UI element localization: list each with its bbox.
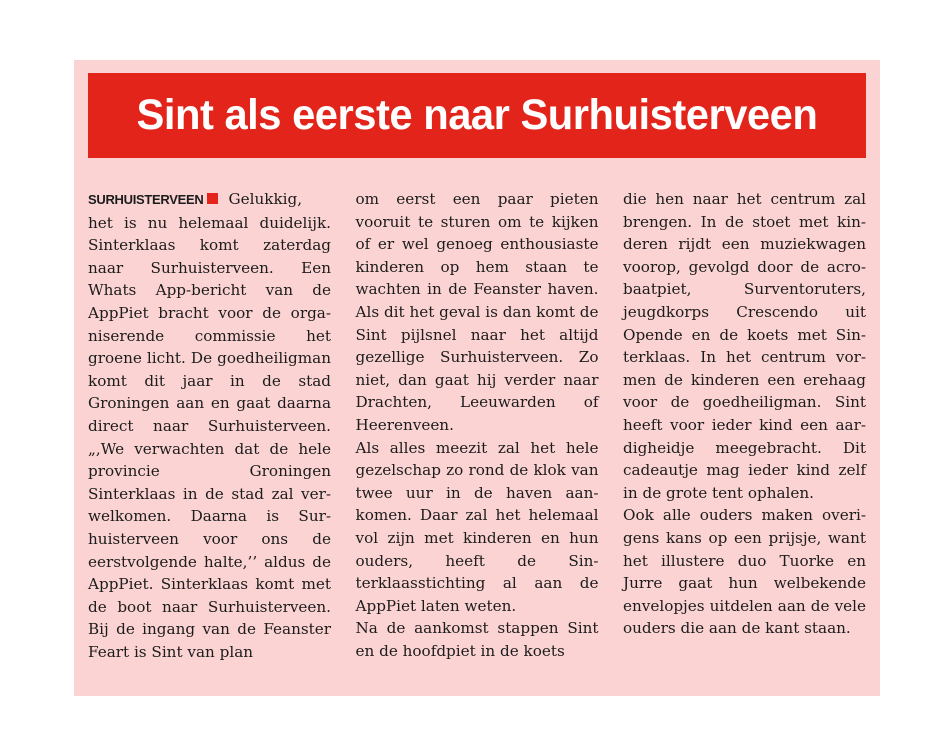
paragraph <box>88 188 331 663</box>
headline: Sint als eerste naar Surhuisterveen <box>136 91 818 139</box>
column-1 <box>88 188 331 663</box>
paragraph: Als alles meezit zal het hele gezelschap zo rond de klok van twee uur in de haven aankomen. Daar zal het helemaal vol zijn met kinderen en hun ouders, heeft de Sinterklaasstichting al aan de AppPiet laten weten. <box>355 438 599 615</box>
paragraph: die hen naar het centrum zal brengen. In de stoet met kinderen rijdt een muziekwagen voorop, gevolgd door de acrobaatpiet, Surventoruters, jeugdkorps Crescendo uit Opende en de koets met Sinterklaas. In het centrum vormen de kinderen een erehaag voor de goedheiligman. Sint heeft voor ieder kind een aardigheidje meegebracht. Dit cadeautje mag ieder kind zelf in de grote tent ophalen. <box>623 190 866 502</box>
paragraph: Na de aankomst stappen Sint en de hoofdpiet in de koets <box>355 619 599 660</box>
column-3 <box>623 188 866 663</box>
dateline-square-icon <box>207 193 218 204</box>
paragraph-text: Gelukkig, het is nu helemaal duidelijk. Sinterklaas komt zaterdag naar Surhuisterveen. Een Whats App-bericht van de AppPiet bracht voor de organiserende commissie het groene licht. De goedheiligman komt dit jaar in de stad Groningen aan en gaat daarna direct naar Surhuisterveen. „,We verwachten dat de hele provincie Groningen Sinterklaas in de stad zal verwelkomen. Daarna is Surhuisterveen voor ons de eerstvolgende halte,’’ aldus de AppPiet. Sinterklaas komt met de boot naar Surhuisterveen. Bij de ingang van de Feanster Feart is Sint van plan <box>88 190 331 661</box>
column-2 <box>356 188 599 663</box>
dateline: SURHUISTERVEEN <box>88 192 204 207</box>
article-body <box>88 188 866 663</box>
paragraph: om eerst een paar pieten vooruit te sturen om te kijken of er wel genoeg enthousiaste kinderen op hem staan te wachten in de Feanster haven. Als dit het geval is dan komt de Sint pijlsnel naar het altijd gezellige Surhuisterveen. Zo niet, dan gaat hij verder naar Drachten, Leeuwarden of Heerenveen. <box>355 190 599 434</box>
paragraph: Ook alle ouders maken overigens kans op een prijsje, want het illustere duo Tuorke en Jurre gaat hun welbekende envelopjes uitdelen aan de vele ouders die aan de kant staan. <box>623 506 866 638</box>
headline-bar <box>88 73 866 158</box>
article <box>74 60 880 696</box>
